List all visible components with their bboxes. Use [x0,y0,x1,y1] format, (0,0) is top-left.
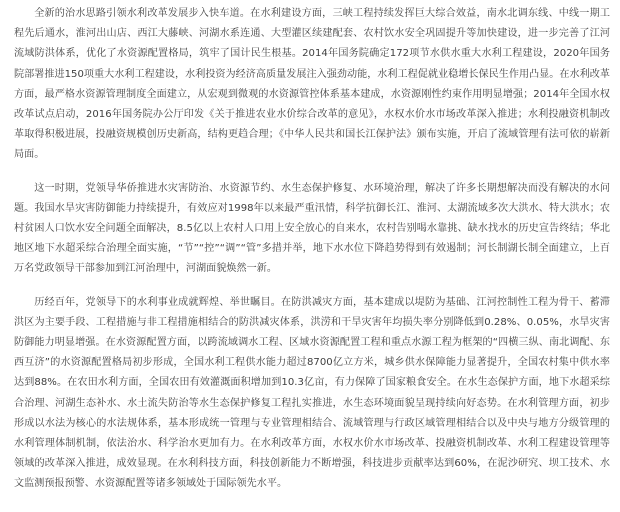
paragraph-century-achievements: 历经百年，党领导下的水利事业成就辉煌、举世瞩目。在防洪减灾方面，基本建成以堤防为基础、江河控制性工程为骨干、蓄滞洪区为主要手段、工程措施与非工程措施相结合的防洪减灾体系，洪涝和干旱灾害年均损失率分别降低到0.28%、0.05%，水旱灾害防御能力明显增强。在水资源配置方面，以跨流域调水工程、区域水资源配置工程和重点水源工程为框架的“四横三纵、南北调配、东西互济”的水资源配置格局初步形成，全国水利工程供水能力超过8700亿立方米，城乡供水保障能力显著提升，全国农村集中供水率达到88%。在农田水利方面，全国农田有效灌溉面积增加到10.3亿亩，有力保障了国家粮食安全。在水生态保护方面，地下水超采综合治理、河湖生态补水、水土流失防治等水生态保护修复工程扎实推进，水生态环境面貌呈现持续向好态势。在水利管理方面，初步形成以水法为核心的水法规体系，基本形成统一管理与专业管理相结合、流域管理与行政区域管理相结合以及中央与地方分级管理的水利管理体制机制，依法治水、科学治水更加有力。在水利改革方面，水权水价水市场改革、投融资机制改革、水利工程建设管理等领域的改革深入推进，成效显现。在水利科技方面，科技创新能力不断增强，科技进步贡献率达到60%，在泥沙研究、坝工技术、水文监测预报预警、水资源配置等诸多领域处于国际领先水平。 [14,296,610,490]
paragraph-water-governance-reform: 全新的治水思路引领水利改革发展步入快车道。在水利建设方面，三峡工程持续发挥巨大综合效益，南水北调东线、中线一期工程先后通水，淮河出山店、西江大藤峡、河湖水系连通、大型灌区续建配套、农村饮水安全巩固提升等加快建设，进一步完善了江河流域防洪体系，优化了水资源配置格局，筑牢了国计民生根基。2014年国务院确定172项节水供水重大水利工程建设，2020年国务院部署推进150项重大水利工程建设，水利投资为经济高质量发展注入强劲动能，水利工程促就业稳增长保民生作用凸显。在水利改革方面，最严格水资源管理制度全面建立，从宏观到微观的水资源管控体系基本建成，水资源刚性约束作用明显增强；2014年全国水权改革试点启动，2016年国务院办公厅印发《关于推进农业水价综合改革的意见》，水权水价水市场改革深入推进；水利投融资机制改革取得积极进展，投融资规模创历史新高，结构更趋合理；《中华人民共和国长江保护法》颁布实施，开启了流域管理有法可依的崭新局面。 [14,8,610,161]
paragraph-water-problems-solved: 这一时期，党领导华侨推进水灾害防治、水资源节约、水生态保护修复、水环境治理，解决了许多长期想解决而没有解决的水问题。我国水旱灾害防御能力持续提升，有效应对1998年以来最严重汛情，科学抗御长江、淮河、太湖流域多次大洪水、特大洪水；农村贫困人口饮水安全问题全面解决，8.5亿以上农村人口用上安全放心的自来水，农村告别喝水靠挑、缺水找水的历史宣告终结；华北地区地下水超采综合治理全面实施，“节”“控”“调”“管”多措并举，地下水水位下降趋势得到有效遏制；河长制湖长制全面建立，上百万名党政领导干部参加到江河治理中，河湖面貌焕然一新。 [14,182,610,275]
